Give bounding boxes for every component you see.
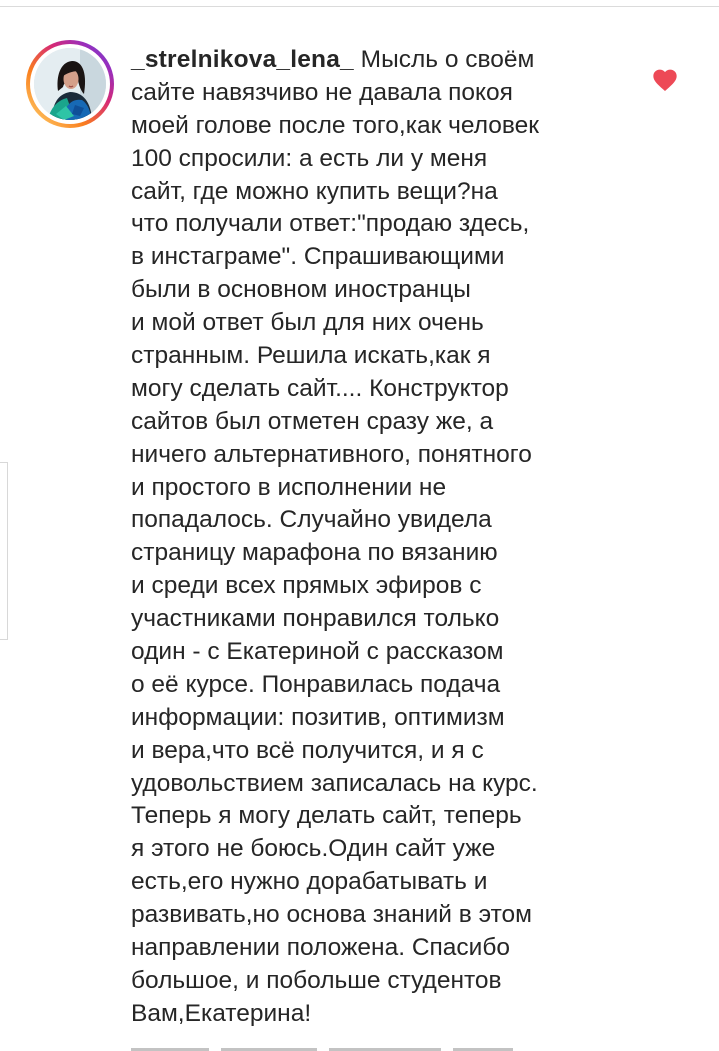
comment-line: ничего альтернативного, понятного [131,440,532,468]
comment-line-first [131,44,641,77]
left-edge-handle[interactable] [0,462,8,640]
comment-text [131,44,641,1031]
comment-line: и вера,что всё получится, и я с [131,736,484,764]
comment-line: могу сделать сайт.... Конструктор [131,374,509,402]
comment-line: попадалось. Случайно увидела [131,506,492,534]
comment-line: что получали ответ:"продаю здесь, [131,210,530,238]
comment-line: сайте навязчиво не давала покоя [131,78,513,106]
heart-icon [651,66,679,92]
comment-line-text: Мысль о своём [353,46,535,73]
comment-line: в инстаграме". Спрашивающими [131,243,505,271]
username-link[interactable]: _strelnikova_lena_ [131,46,354,73]
comment-line: я этого не боюсь.Один сайт уже [131,835,496,863]
comment-line: есть,его нужно дорабатывать и [131,868,488,896]
like-button[interactable] [651,66,679,92]
comment-line: моей голове после того,как человек [131,111,539,139]
avatar[interactable] [26,40,114,128]
comment-line: 100 спросили: а есть ли у меня [131,144,488,172]
comment-line: развивать,но основа знаний в этом [131,901,532,929]
comment-line: о её курсе. Понравилась подача [131,670,501,698]
comment-line: информации: позитив, оптимизм [131,703,505,731]
comment-line: страницу марафона по вязанию [131,539,498,567]
comment-line: и простого в исполнении не [131,473,447,501]
comment-line: Теперь я могу делать сайт, теперь [131,802,522,830]
profile-photo-image [34,48,106,120]
comment-line: странным. Решила искать,как я [131,342,491,370]
comment-line: удовольствием записалась на курс. [131,769,538,797]
comment-line: направлении положена. Спасибо [131,934,510,962]
comment-line: сайтов был отметен сразу же, а [131,407,494,435]
comment-line: и мой ответ был для них очень [131,309,484,337]
next-comment-peek [131,1043,601,1051]
comment-line: сайт, где можно купить вещи?на [131,177,498,205]
comment-line: и среди всех прямых эфиров с [131,572,482,600]
comment-line: Вам,Екатерина! [131,999,312,1027]
comment-line: были в основном иностранцы [131,276,471,304]
comment-line: большое, и побольше студентов [131,966,502,994]
comment-line: один - с Екатериной с рассказом [131,638,504,666]
avatar-photo [34,48,106,120]
avatar-ring-gap [30,44,110,124]
comment-line: участниками понравился только [131,605,500,633]
top-divider [0,6,719,7]
